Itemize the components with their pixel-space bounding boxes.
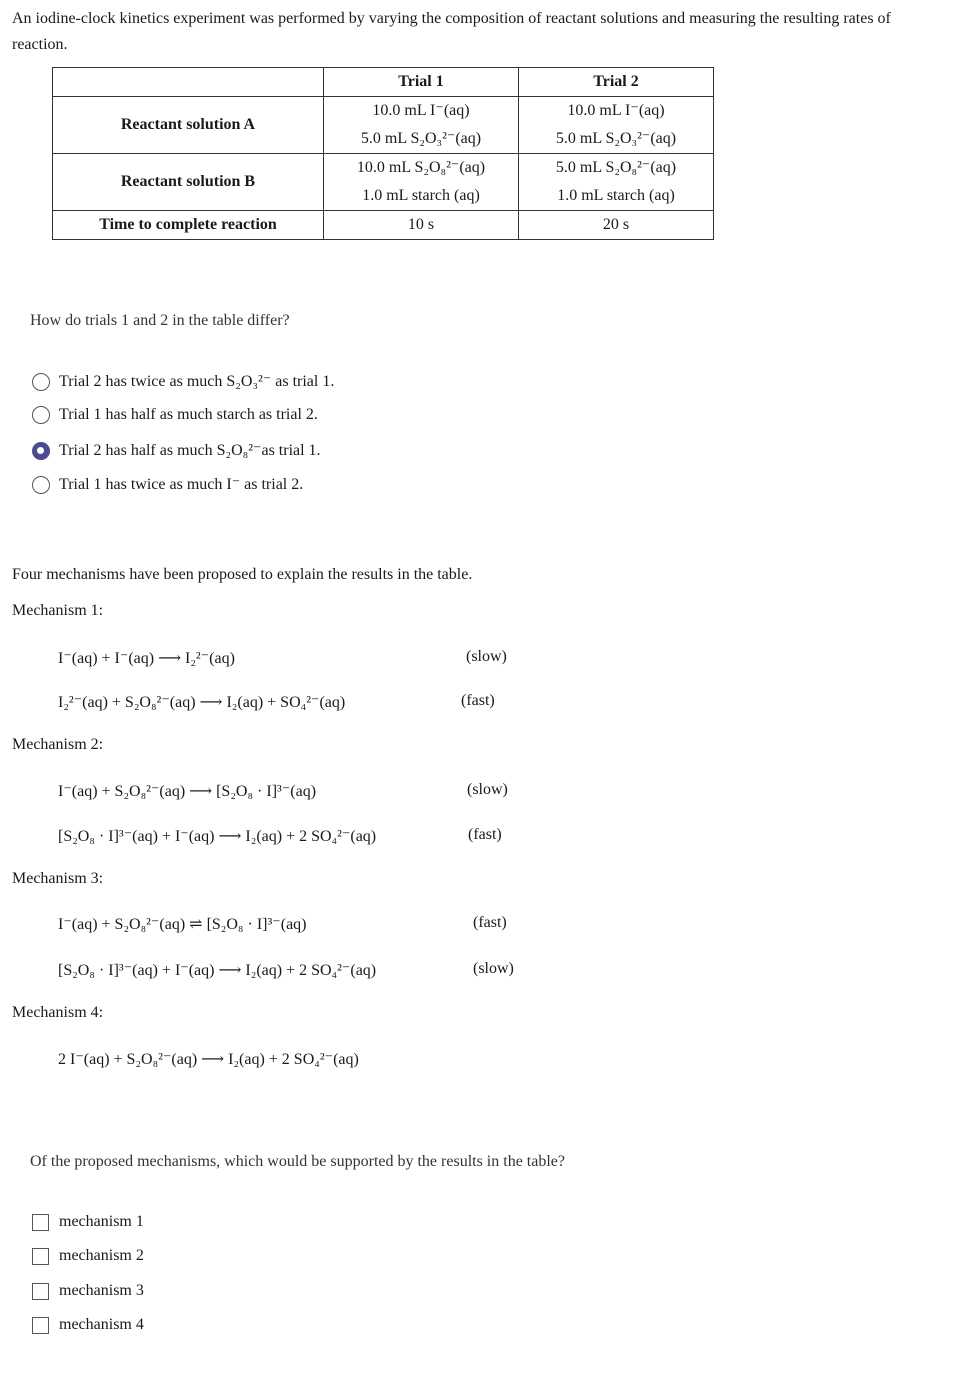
mechanism-3-step-1-rate: (fast) (473, 914, 507, 931)
radio-option-4[interactable] (32, 474, 303, 496)
data-table (52, 67, 714, 240)
trial-1-time: 10 s (324, 211, 519, 240)
table-header-row (53, 68, 714, 97)
table-row (53, 211, 714, 240)
mechanism-1-step-1: I⁻(aq) + I⁻(aq) ⟶ I₂²⁻(aq) (58, 650, 235, 667)
radio-option-1[interactable] (32, 371, 334, 393)
mechanism-2-step-2: [S₂O₈ · I]³⁻(aq) + I⁻(aq) ⟶ I₂(aq) + 2 SO₄²⁻(aq) (58, 828, 377, 845)
table-cell-line: 10.0 mL I⁻(aq) (567, 102, 665, 119)
checkbox[interactable] (32, 1248, 49, 1265)
checkbox-option-1[interactable] (32, 1211, 144, 1233)
reactant-a-label: Reactant solution A (53, 97, 324, 154)
option-label: Trial 2 has half as much S₂O₈²⁻as trial 1. (59, 442, 321, 459)
trial-2-time: 20 s (519, 211, 714, 240)
table-cell-line: 5.0 mL S₂O₈²⁻(aq) (555, 159, 677, 176)
trial-2-header: Trial 2 (519, 68, 714, 97)
table-row (53, 154, 714, 211)
question-1-text: How do trials 1 and 2 in the table differ? (30, 312, 290, 329)
checkbox-option-3[interactable] (32, 1280, 144, 1302)
option-label: mechanism 4 (59, 1316, 144, 1333)
trial-2-reactant-b (519, 154, 714, 211)
mechanism-2-step-1-rate: (slow) (467, 781, 508, 798)
mechanism-2-step-2-rate: (fast) (468, 826, 502, 843)
mechanism-3-step-2-rate: (slow) (473, 960, 514, 977)
option-label: mechanism 2 (59, 1247, 144, 1264)
table-cell-line: 10.0 mL I⁻(aq) (372, 102, 470, 119)
mechanism-3-label: Mechanism 3: (12, 870, 104, 887)
table-corner-cell (53, 68, 324, 97)
checkbox-option-4[interactable] (32, 1314, 144, 1336)
option-label: Trial 1 has half as much starch as trial 2. (59, 406, 318, 423)
table-cell-line: 10.0 mL S₂O₈²⁻(aq) (356, 159, 486, 176)
option-label: mechanism 3 (59, 1282, 144, 1299)
mechanism-1-step-1-rate: (slow) (466, 648, 507, 665)
mechanism-1-label: Mechanism 1: (12, 602, 104, 619)
trial-1-reactant-b (324, 154, 519, 211)
radio-button-selected[interactable] (32, 442, 50, 460)
mechanisms-intro: Four mechanisms have been proposed to explain the results in the table. (12, 566, 473, 583)
reactant-b-label: Reactant solution B (53, 154, 324, 211)
mechanism-3-step-2: [S₂O₈ · I]³⁻(aq) + I⁻(aq) ⟶ I₂(aq) + 2 SO₄²⁻(aq) (58, 962, 377, 979)
trial-1-header: Trial 1 (324, 68, 519, 97)
mechanism-1-step-2-rate: (fast) (461, 692, 495, 709)
question-2-text: Of the proposed mechanisms, which would be supported by the results in the table? (30, 1153, 565, 1170)
time-label: Time to complete reaction (53, 211, 324, 240)
mechanism-3-step-1: I⁻(aq) + S₂O₈²⁻(aq) ⇌ [S₂O₈ · I]³⁻(aq) (58, 916, 307, 933)
mechanism-4-label: Mechanism 4: (12, 1004, 104, 1021)
radio-button[interactable] (32, 406, 50, 424)
intro-text: An iodine-clock kinetics experiment was performed by varying the composition of reactant solutions and measuring the resulting rates of reaction. (12, 10, 891, 53)
table-cell-line: 1.0 mL starch (aq) (557, 187, 675, 204)
radio-option-2[interactable] (32, 404, 318, 426)
option-label: mechanism 1 (59, 1213, 144, 1230)
trial-2-reactant-a (519, 97, 714, 154)
option-label: Trial 2 has twice as much S₂O₃²⁻ as trial 1. (59, 373, 335, 390)
checkbox[interactable] (32, 1317, 49, 1334)
radio-option-3[interactable] (32, 440, 321, 462)
checkbox[interactable] (32, 1283, 49, 1300)
radio-button[interactable] (32, 373, 50, 391)
mechanism-2-label: Mechanism 2: (12, 736, 104, 753)
table-row (53, 97, 714, 154)
mechanism-4-step-1: 2 I⁻(aq) + S₂O₈²⁻(aq) ⟶ I₂(aq) + 2 SO₄²⁻(aq) (58, 1051, 359, 1068)
table-cell-line: 5.0 mL S₂O₃²⁻(aq) (555, 130, 677, 147)
checkbox-option-2[interactable] (32, 1245, 144, 1267)
table-cell-line: 1.0 mL starch (aq) (362, 187, 480, 204)
mechanism-1-step-2: I₂²⁻(aq) + S₂O₈²⁻(aq) ⟶ I₂(aq) + SO₄²⁻(aq) (58, 694, 346, 711)
radio-button[interactable] (32, 476, 50, 494)
option-label: Trial 1 has twice as much I⁻ as trial 2. (59, 476, 304, 493)
trial-1-reactant-a (324, 97, 519, 154)
table-cell-line: 5.0 mL S₂O₃²⁻(aq) (360, 130, 482, 147)
mechanism-2-step-1: I⁻(aq) + S₂O₈²⁻(aq) ⟶ [S₂O₈ · I]³⁻(aq) (58, 783, 317, 800)
checkbox[interactable] (32, 1214, 49, 1231)
